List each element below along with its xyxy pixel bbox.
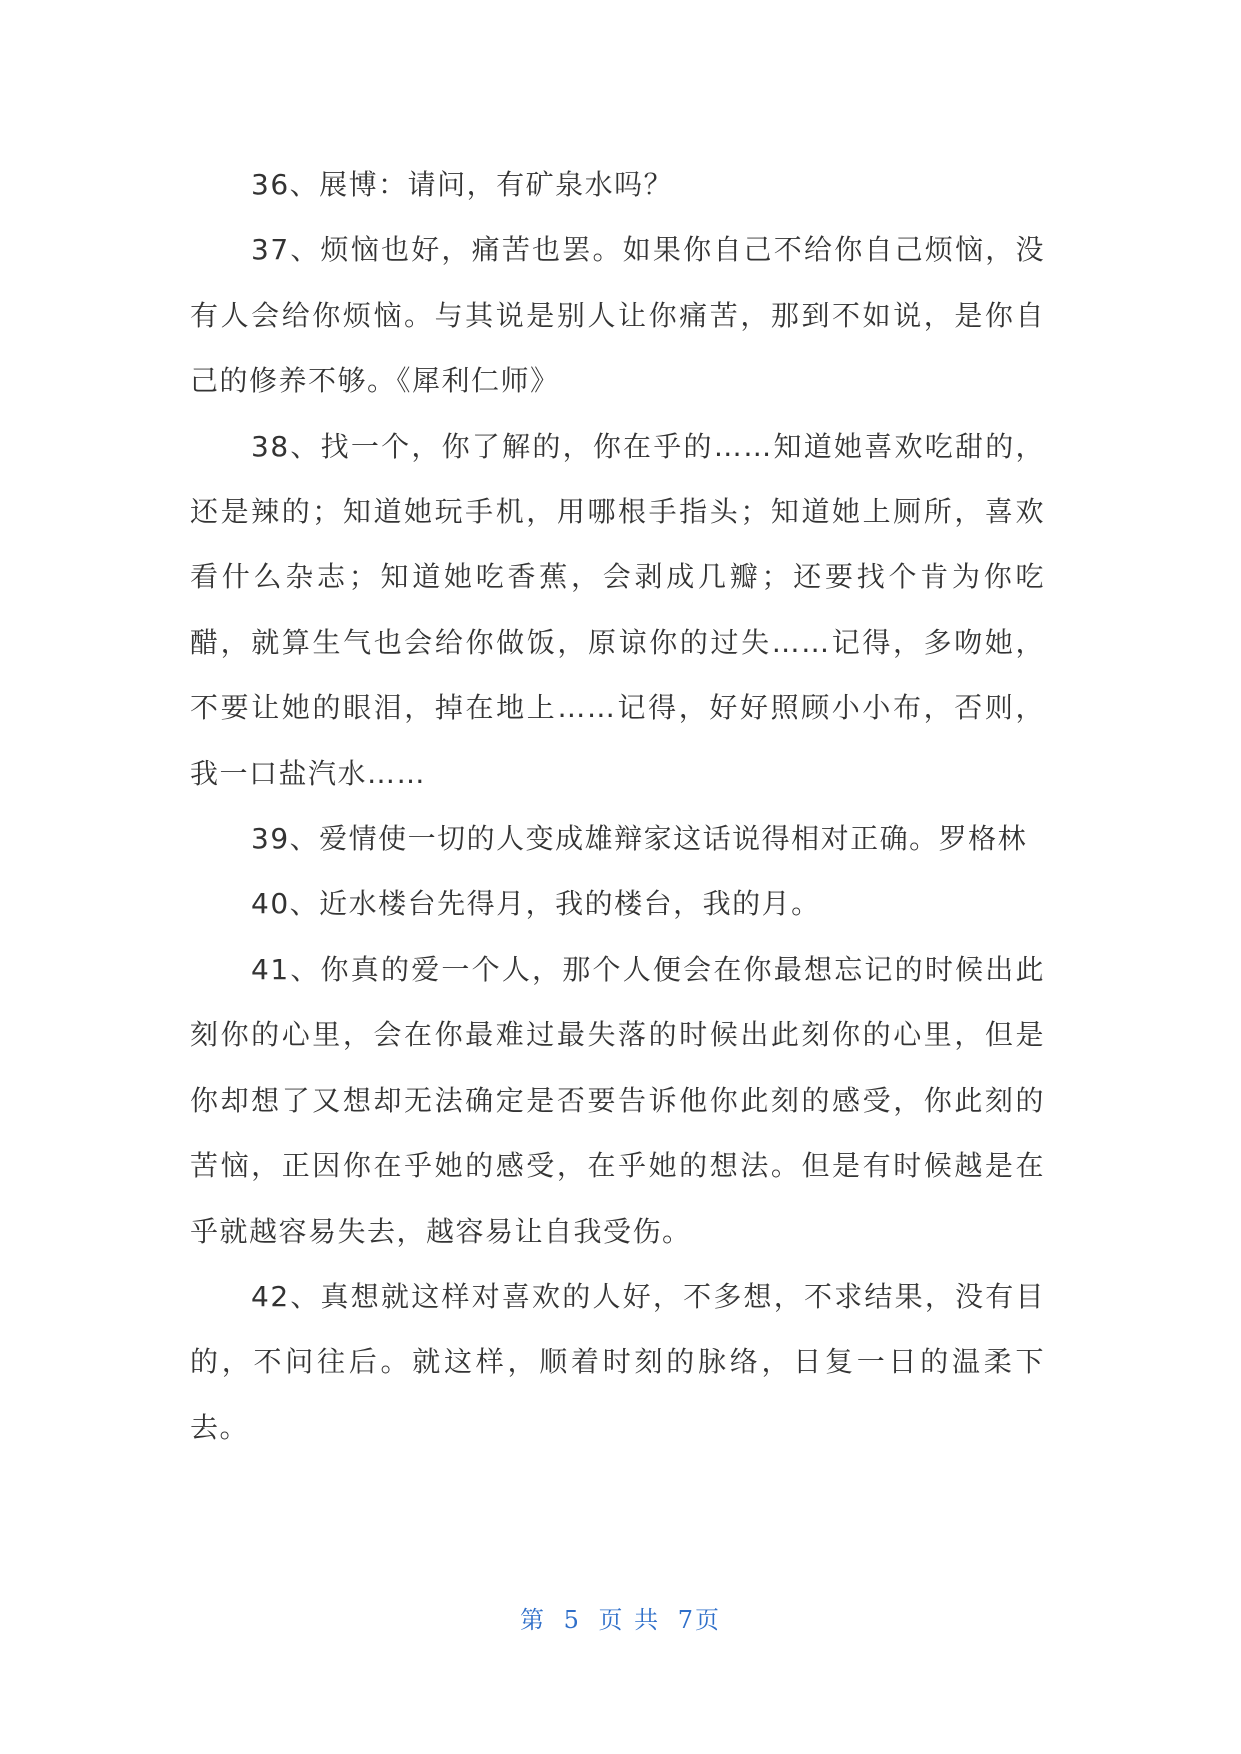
page-body [190,152,1045,1460]
total-page-count: 7页 [677,1606,722,1634]
paragraph-38: 38、找一个，你了解的，你在乎的……知道她喜欢吃甜的，还是辣的；知道她玩手机，用哪根手指头；知道她上厕所，喜欢看什么杂志；知道她吃香蕉，会剥成几瓣；还要找个肯为你吃醋，就算生气也会给你做饭，原谅你的过失……记得，多吻她，不要让她的眼泪，掉在地上……记得，好好照顾小小布，否则，我一口盐汽水…… [190,429,1045,790]
paragraph-42: 42、真想就这样对喜欢的人好，不多想，不求结果，没有目的，不问往后。就这样，顺着时刻的脉络，日复一日的温柔下去。 [190,1279,1045,1444]
current-page-number: 5 [563,1606,581,1634]
paragraph-40: 40、近水楼台先得月，我的楼台，我的月。 [251,887,821,921]
page-footer [0,1600,1241,1635]
page-number-prefix: 第 [519,1606,546,1634]
page-number-middle: 页 共 [598,1606,661,1634]
paragraph-36: 36、展博：请问，有矿泉水吗？ [251,168,674,201]
paragraph-41: 41、你真的爱一个人，那个人便会在你最想忘记的时候出此刻你的心里，会在你最难过最失落的时候出此刻你的心里，但是你却想了又想却无法确定是否要告诉他你此刻的感受，你此刻的苦恼，正因你在乎她的感受，在乎她的想法。但是有时候越是在乎就越容易失去，越容易让自我受伤。 [190,952,1045,1248]
paragraph-39: 39、爱情使一切的人变成雄辩家这话说得相对正确。罗格林 [251,822,1028,856]
paragraph-37: 37、烦恼也好，痛苦也罢。如果你自己不给你自己烦恼，没有人会给你烦恼。与其说是别人让你痛苦，那到不如说，是你自己的修养不够。《犀利仁师》 [190,233,1045,398]
